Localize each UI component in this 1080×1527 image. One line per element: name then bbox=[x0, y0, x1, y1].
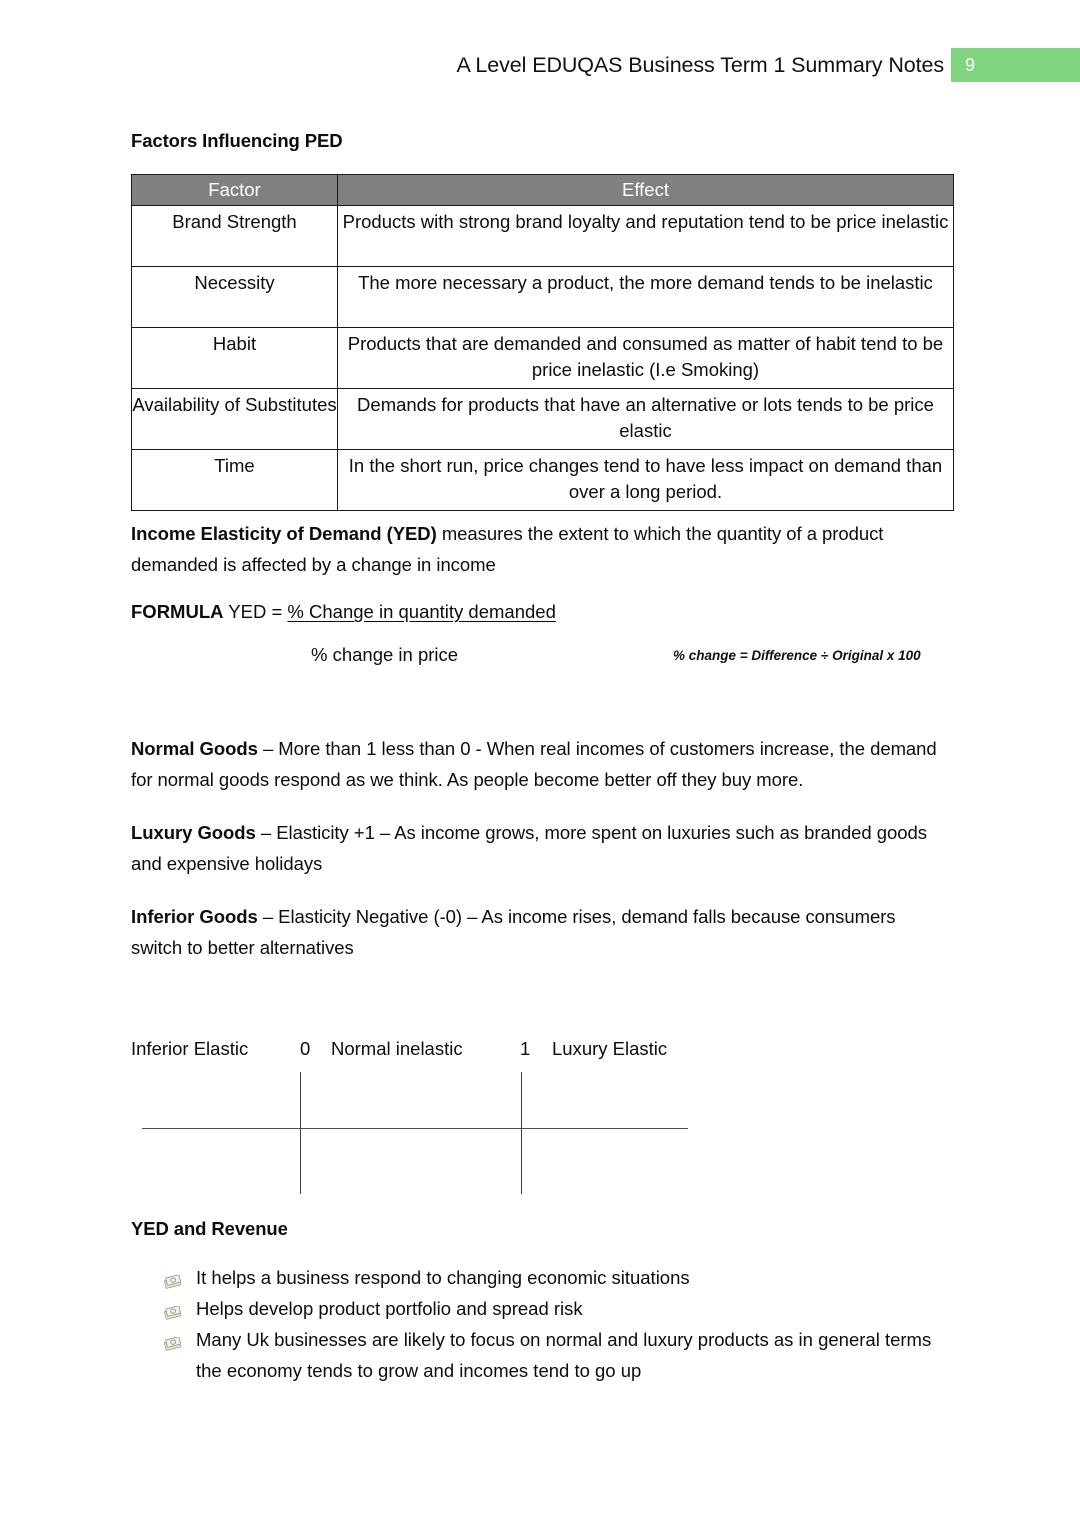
cell-effect: Demands for products that have an alternative or lots tends to be price elastic bbox=[338, 389, 954, 450]
table-row bbox=[132, 389, 954, 450]
formula-lead: YED = bbox=[223, 601, 288, 622]
number-line-label-luxury-elastic: Luxury Elastic bbox=[552, 1038, 668, 1059]
number-line-label-one: 1 bbox=[520, 1038, 531, 1059]
cell-factor: Necessity bbox=[132, 267, 338, 328]
formula-denominator: % change in price bbox=[311, 644, 459, 665]
page-number: 9 bbox=[965, 55, 976, 75]
inferior-goods-paragraph bbox=[131, 901, 951, 963]
luxury-goods-body: – Elasticity +1 – As income grows, more spent on luxuries such as branded goods and expensive holidays bbox=[131, 822, 927, 874]
table-header-row bbox=[132, 175, 954, 206]
luxury-goods-paragraph bbox=[131, 817, 951, 879]
yed-term: Income Elasticity of Demand (YED) bbox=[131, 523, 437, 544]
cell-effect: In the short run, price changes tend to have less impact on demand than over a long period. bbox=[338, 450, 954, 511]
list-item-text: It helps a business respond to changing economic situations bbox=[196, 1267, 690, 1288]
list-item bbox=[131, 1293, 951, 1324]
page-header bbox=[0, 48, 1080, 82]
table-row bbox=[132, 450, 954, 511]
money-note-icon bbox=[164, 1268, 182, 1283]
inferior-goods-term: Inferior Goods bbox=[131, 906, 258, 927]
document-title: A Level EDUQAS Business Term 1 Summary Notes bbox=[456, 53, 944, 77]
number-line-label-inferior-elastic: Inferior Elastic bbox=[131, 1038, 249, 1059]
list-item bbox=[131, 1324, 951, 1386]
money-note-icon bbox=[164, 1330, 182, 1345]
yed-number-line-diagram bbox=[131, 1034, 951, 1209]
formula-label: FORMULA bbox=[131, 601, 224, 622]
normal-goods-term: Normal Goods bbox=[131, 738, 258, 759]
page-number-badge bbox=[951, 48, 1080, 82]
money-note-icon bbox=[164, 1299, 182, 1314]
normal-goods-body: – More than 1 less than 0 - When real incomes of customers increase, the demand for normal goods respond as we think. As people become better off they buy more. bbox=[131, 738, 937, 790]
formula-percent-change-note: % change = Difference ÷ Original x 100 bbox=[673, 648, 921, 663]
normal-goods-paragraph bbox=[131, 733, 951, 795]
number-line-label-normal-inelastic: Normal inelastic bbox=[331, 1038, 463, 1059]
formula-denominator-row bbox=[131, 638, 951, 672]
cell-factor: Availability of Substitutes bbox=[132, 389, 338, 450]
cell-factor: Time bbox=[132, 450, 338, 511]
yed-revenue-bullet-list bbox=[131, 1262, 951, 1386]
table-row bbox=[132, 206, 954, 267]
ped-factors-table bbox=[131, 174, 954, 511]
cell-effect: Products that are demanded and consumed as matter of habit tend to be price inelastic (I.e Smoking) bbox=[338, 328, 954, 389]
list-item-text: Helps develop product portfolio and spread risk bbox=[196, 1298, 583, 1319]
table-row bbox=[132, 267, 954, 328]
number-line-axis bbox=[142, 1128, 688, 1129]
cell-factor: Brand Strength bbox=[132, 206, 338, 267]
cell-effect: The more necessary a product, the more demand tends to be inelastic bbox=[338, 267, 954, 328]
formula-numerator: % Change in quantity demanded bbox=[287, 601, 556, 622]
table-row bbox=[132, 328, 954, 389]
list-item-text: Many Uk businesses are likely to focus on normal and luxury products as in general terms the economy tends to grow and incomes tend to go up bbox=[196, 1329, 932, 1381]
inferior-goods-body: – Elasticity Negative (-0) – As income rises, demand falls because consumers switch to better alternatives bbox=[131, 906, 896, 958]
cell-factor: Habit bbox=[132, 328, 338, 389]
ped-section-heading: Factors Influencing PED bbox=[131, 130, 343, 151]
yed-definition-body: measures the extent to which the quantity of a product demanded is affected by a change in income bbox=[131, 523, 884, 575]
number-line-tick-one bbox=[521, 1072, 522, 1194]
formula-line bbox=[131, 596, 951, 627]
column-header-effect: Effect bbox=[338, 175, 954, 206]
luxury-goods-term: Luxury Goods bbox=[131, 822, 256, 843]
number-line-label-zero: 0 bbox=[300, 1038, 311, 1059]
yed-definition-paragraph bbox=[131, 518, 951, 580]
yed-revenue-heading: YED and Revenue bbox=[131, 1218, 288, 1239]
cell-effect: Products with strong brand loyalty and reputation tend to be price inelastic bbox=[338, 206, 954, 267]
list-item bbox=[131, 1262, 951, 1293]
number-line-tick-zero bbox=[300, 1072, 301, 1194]
column-header-factor: Factor bbox=[132, 175, 338, 206]
